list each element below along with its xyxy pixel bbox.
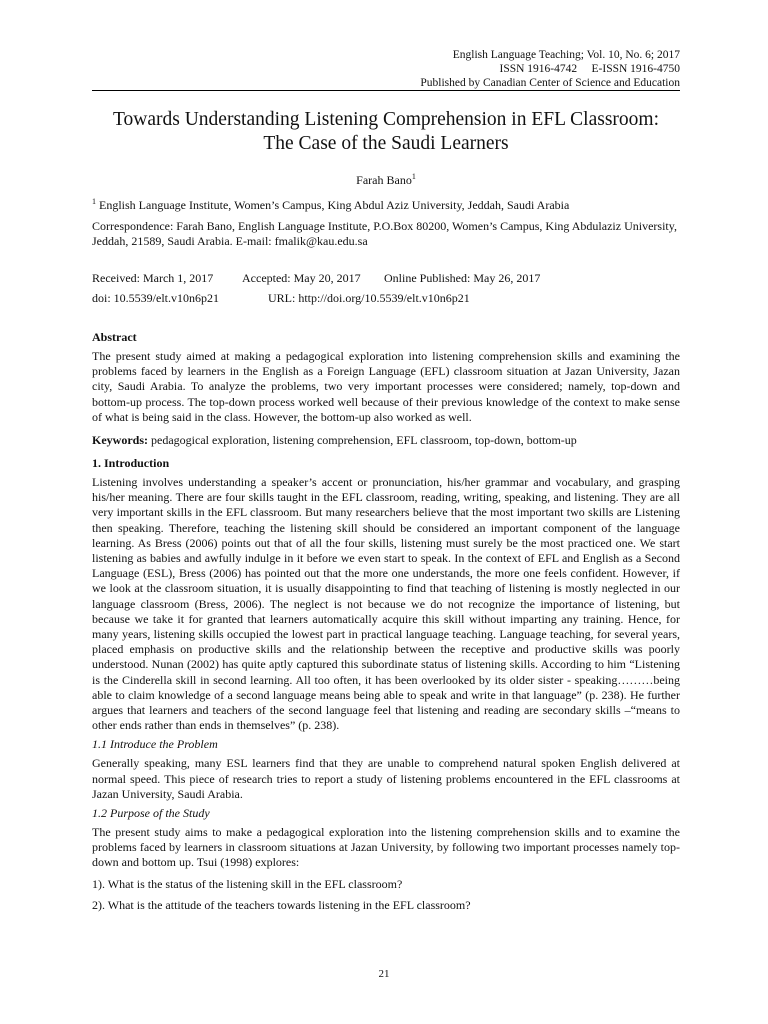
introduction-heading: 1. Introduction [92, 456, 170, 471]
header-rule [92, 90, 680, 91]
section-1-1-heading: 1.1 Introduce the Problem [92, 737, 218, 752]
keywords-label: Keywords: [92, 433, 148, 448]
author-superscript: 1 [411, 172, 416, 181]
title-line-2: The Case of the Saudi Learners [263, 133, 509, 154]
accepted-date: Accepted: May 20, 2017 [242, 271, 361, 285]
section-1-2-heading: 1.2 Purpose of the Study [92, 806, 210, 821]
page-number: 21 [378, 968, 390, 980]
section-1-2-text: The present study aims to make a pedagogical exploration into the listening comprehension skills and to examine the problems faced by learners in classroom situations at Jazan University, by following two important processes namely top-down and bottom up. Tsui (1998) explores: [92, 825, 680, 870]
author-name [92, 172, 680, 188]
affiliation-text: English Language Institute, Women’s Campus, King Abdul Aziz University, Jeddah, Saudi Arabia [99, 198, 570, 212]
doi: doi: 10.5539/elt.v10n6p21 [92, 291, 219, 305]
research-question-2: 2). What is the attitude of the teachers towards listening in the EFL classroom? [92, 897, 471, 912]
abstract-heading: Abstract [92, 330, 137, 344]
journal-header [420, 48, 680, 90]
article-content [92, 108, 680, 913]
doi-url[interactable]: URL: http://doi.org/10.5539/elt.v10n6p21 [268, 291, 470, 305]
keywords-text: pedagogical exploration, listening comprehension, EFL classroom, top-down, bottom-up [148, 433, 577, 448]
title-line-1: Towards Understanding Listening Comprehension in EFL Classroom: [112, 109, 660, 130]
online-date: Online Published: May 26, 2017 [384, 271, 541, 285]
affiliation [92, 194, 680, 213]
publication-dates [92, 268, 680, 308]
keywords [92, 433, 680, 448]
publisher-line: Published by Canadian Center of Science and Education [420, 77, 680, 89]
received-date: Received: March 1, 2017 [92, 271, 214, 285]
introduction-text: Listening involves understanding a speaker’s accent or pronunciation, his/her grammar and vocabulary, and grasping his/her meaning. There are four skills taught in the EFL classroom, reading, writing, speaking, and listening. They are all very important skills in the EFL classroom. But many researchers believe that the most important two skills are Listening then speaking. Therefore, teaching the listening skill should be considered an important component of the language learning. As Bress (2006) points out that of all the four skills, listening must surely be the most practiced one. We start listening as babies and awfully indulge in it before we even start to speak. In the context of EFL and English as a Second Language (ESL), Bress (2006) has pointed out that the more one understands, the more one feels confident. However, if we look at the classroom situation, it is usually disappointing to find that teaching of listening is mostly neglected in our language classroom (Bress, 2006). The neglect is not because we do not recognize the importance of listening, but because we take it for granted that learners automatically acquire this skill without imparting any training. Hence, for many years, listening skills occupied the lowest part in practical language teaching. Language teaching, for several years, placed emphasis on productive skills and the relationship between the receptive and productive skills was poorly understood. Nunan (2002) has quite aptly captured this subordinate status of listening skills. According to him “Listening is the Cinderella skill in second learning. All too often, it has been overlooked by its older sister - speaking………being able to claim knowledge of a second language means being able to speak and write in that language” (p. 238). He further argues that learners and teachers of the second language feel that listening and reading are secondary skills –“means to other ends rather than ends in themselves” (p. 238). [92, 475, 680, 733]
research-question-1: 1). What is the status of the listening skill in the EFL classroom? [92, 876, 403, 891]
section-1-1-text: Generally speaking, many ESL learners find that they are unable to comprehend natural spoken English delivered at normal speed. This piece of research tries to report a study of listening problems encountered in the EFL classrooms at Jazan University, Saudi Arabia. [92, 756, 680, 801]
author-text: Farah Bano [356, 173, 412, 187]
affiliation-superscript: 1 [92, 197, 96, 206]
abstract-text: The present study aimed at making a pedagogical exploration into listening comprehension skills and examining the problems faced by learners in the English as a Foreign Language (EFL) classroom situation at Jazan University, Jazan city, Saudi Arabia. To analyze the problems, two very important processes were considered; namely, top-down and bottom-up process. The top-down process worked well because of their previous knowledge of the context to make sense of what is being said in the class. However, the bottom-up also worked as well. [92, 349, 680, 424]
article-title [92, 108, 680, 156]
correspondence: Correspondence: Farah Bano, English Language Institute, P.O.Box 80200, Women’s Campus, King Abdulaziz University, Jeddah, 21589, Saudi Arabia. E-mail: fmalik@kau.edu.sa [92, 219, 677, 248]
issn-line: ISSN 1916-4742 E-ISSN 1916-4750 [499, 63, 680, 75]
journal-citation: English Language Teaching; Vol. 10, No. 6; 2017 [452, 49, 680, 61]
